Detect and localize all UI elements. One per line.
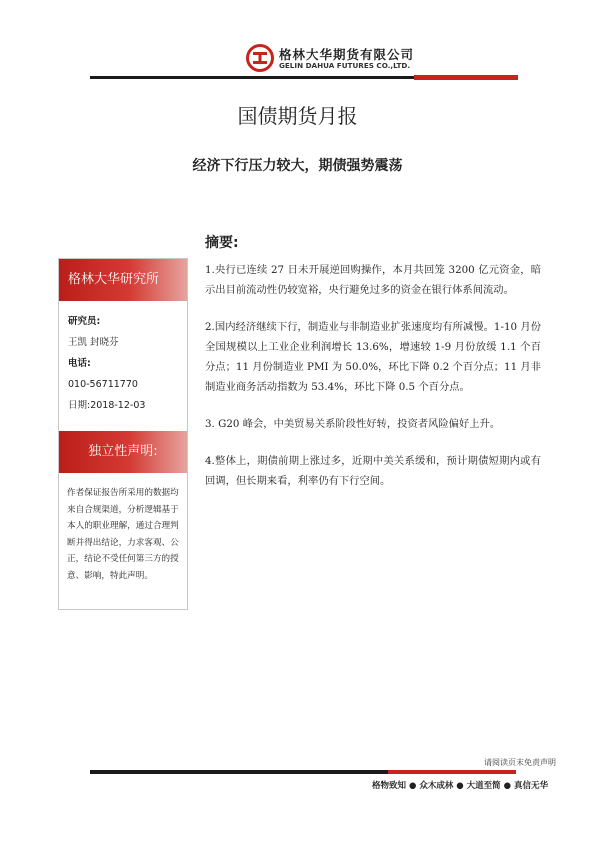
summary-body [205, 260, 541, 508]
summary-point: 3. G20 峰会，中美贸易关系阶段性好转，投资者风险偏好上升。 [205, 418, 501, 430]
company-motto: 格物致知 ● 众木成林 ● 大道至简 ● 真信无华 [372, 781, 549, 791]
company-name-cn: 格林大华期货有限公司 [279, 47, 415, 62]
report-subtitle: 经济下行压力较大，期债强势震荡 [192, 158, 403, 174]
company-logo-icon [246, 44, 274, 72]
company-name-en: GELIN DAHUA FUTURES CO.,LTD. [279, 61, 411, 70]
summary-title: 摘要: [205, 235, 239, 251]
institute-heading: 格林大华研究所 [59, 259, 187, 301]
independence-statement: 作者保证报告所采用的数据均来自合规渠道，分析逻辑基于本人的职业理解，通过合理判断并得出结论，力求客观、公正，结论不受任何第三方的授意、影响，特此声明。 [67, 488, 179, 581]
summary-point: 1.央行已连续 27 日未开展逆回购操作，本月共回笼 3200 亿元资金，暗示出目前流动性仍较宽裕，央行避免过多的资金在银行体系间流动。 [205, 264, 541, 296]
header-accent-bar [414, 75, 518, 80]
phone-number: 010-56711770 [68, 379, 138, 390]
disclaimer-note: 请阅读页末免责声明 [484, 758, 556, 767]
header-logo [246, 44, 414, 74]
independence-heading: 独立性声明: [59, 431, 187, 473]
report-date: 日期:2018-12-03 [68, 400, 146, 411]
report-title: 国债期货月报 [237, 104, 358, 128]
phone-label: 电话: [68, 358, 91, 369]
header-divider [90, 76, 414, 79]
contact-block [68, 311, 183, 416]
info-sidebar [58, 258, 188, 610]
researcher-names: 王凯 封晓芬 [68, 337, 119, 348]
summary-point: 4.整体上，期债前期上涨过多，近期中美关系缓和，预计期债短期内或有回调，但长期来看，利率仍有下行空间。 [205, 455, 541, 487]
researcher-label: 研究员: [68, 316, 101, 327]
summary-point: 2.国内经济继续下行，制造业与非制造业扩张速度均有所减慢。1-10 月份全国规模以上工业企业利润增长 13.6%，增速较 1-9 月份放缓 1.1 个百分点；11 月份制造业 PMI 为 50.0%，环比下降 0.2 个百分点；11 月非制造业商务活动指数为 53.4%，环比下降 0.5 个百分点。 [205, 321, 541, 393]
footer-divider [90, 770, 516, 774]
